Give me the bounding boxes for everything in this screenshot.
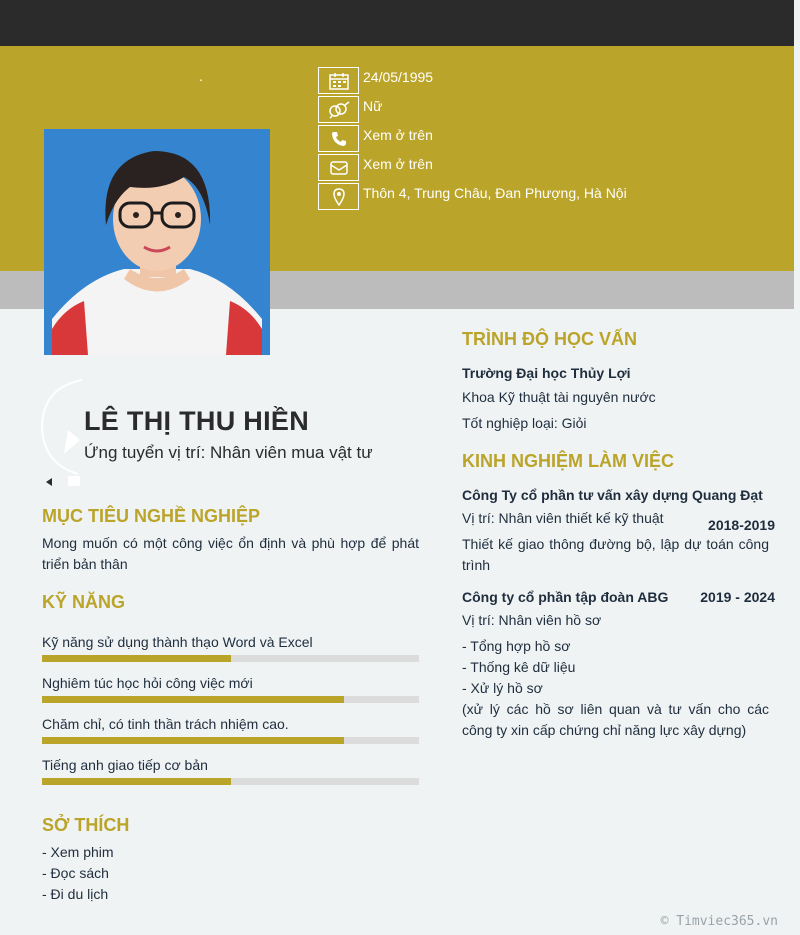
hobby-item: - Xem phim <box>42 844 114 860</box>
header-dot: . <box>199 68 203 84</box>
copyright-text: © Timviec365.vn <box>660 914 778 929</box>
contact-address <box>318 183 627 212</box>
job-task: - Xử lý hồ sơ <box>462 680 543 696</box>
skill-item <box>42 634 419 662</box>
objective-text: Mong muốn có một công việc ổn định và phù hợp để phát triển bản thân <box>42 535 419 572</box>
objective-heading: MỤC TIÊU NGHỀ NGHIỆP <box>42 506 261 526</box>
education-section <box>462 329 769 434</box>
skill-label: Tiếng anh giao tiếp cơ bản <box>42 757 208 773</box>
birthday-text: 24/05/1995 <box>363 69 434 85</box>
contact-gender <box>318 96 627 125</box>
skill-label: Chăm chỉ, có tinh thần trách nhiệm cao. <box>42 716 289 732</box>
grade-text: Tốt nghiệp loại: Giỏi <box>462 415 587 431</box>
faculty-text: Khoa Kỹ thuật tài nguyên nước <box>462 389 656 405</box>
skill-label: Kỹ năng sử dụng thành thạo Word và Excel <box>42 634 313 650</box>
objective-section <box>42 506 419 575</box>
job-role: Vị trí: Nhân viên hồ sơ <box>462 612 602 628</box>
experience-heading-wrap <box>462 451 769 472</box>
applied-position: Ứng tuyển vị trí: Nhân viên mua vật tư <box>84 443 373 462</box>
education-heading: TRÌNH ĐỘ HỌC VẤN <box>462 329 637 349</box>
skill-bar <box>42 737 419 744</box>
skill-bar-fill <box>42 696 344 703</box>
email-text: Xem ở trên <box>363 156 433 172</box>
calendar-icon <box>318 67 359 94</box>
experience-heading: KINH NGHIỆM LÀM VIỆC <box>462 451 675 471</box>
phone-icon <box>318 125 359 152</box>
job-task: - Tổng hợp hồ sơ <box>462 638 571 654</box>
job-years: 2018-2019 <box>708 517 775 533</box>
skill-bar-fill <box>42 778 231 785</box>
profile-photo <box>44 129 270 355</box>
skill-bar-fill <box>42 737 344 744</box>
phone-text: Xem ở trên <box>363 127 433 143</box>
contact-list <box>318 67 627 212</box>
job-note: (xử lý các hồ sơ liên quan và tư vấn cho các công ty xin cấp chứng chỉ năng lực xây dựng) <box>462 701 769 738</box>
hobbies-section <box>42 815 419 905</box>
job-years: 2019 - 2024 <box>700 589 775 605</box>
skill-label: Nghiêm túc học hỏi công việc mới <box>42 675 253 691</box>
email-icon <box>318 154 359 181</box>
skill-item <box>42 716 419 744</box>
top-bar <box>0 0 794 46</box>
skill-bar <box>42 778 419 785</box>
school-name: Trường Đại học Thủy Lợi <box>462 365 631 381</box>
contact-email <box>318 154 627 183</box>
location-pin-icon <box>318 183 359 210</box>
gender-icon <box>318 96 359 123</box>
decorative-arc-icon <box>40 378 90 488</box>
contact-birthday <box>318 67 627 96</box>
job-description: Thiết kế giao thông đường bộ, lập dự toán công trình <box>462 536 769 573</box>
skill-bar <box>42 696 419 703</box>
hobby-item: - Đi du lịch <box>42 886 109 902</box>
hobbies-heading: SỞ THÍCH <box>42 815 130 835</box>
skill-bar <box>42 655 419 662</box>
contact-phone <box>318 125 627 154</box>
skills-heading-wrap <box>42 592 419 613</box>
skill-item <box>42 675 419 703</box>
skill-bar-fill <box>42 655 231 662</box>
job-company: Công Ty cổ phần tư vấn xây dựng Quang Đạt <box>462 487 763 503</box>
skill-item <box>42 757 419 785</box>
candidate-name: LÊ THỊ THU HIỀN <box>84 406 309 436</box>
job-entry <box>462 589 769 741</box>
job-role: Vị trí: Nhân viên thiết kế kỹ thuật <box>462 510 664 526</box>
skills-heading: KỸ NĂNG <box>42 592 126 612</box>
gender-text: Nữ <box>363 98 383 114</box>
job-task: - Thống kê dữ liệu <box>462 659 576 675</box>
job-company: Công ty cổ phần tập đoàn ABG <box>462 589 669 605</box>
hobby-item: - Đọc sách <box>42 865 109 881</box>
address-text: Thôn 4, Trung Châu, Đan Phượng, Hà Nội <box>363 185 627 201</box>
